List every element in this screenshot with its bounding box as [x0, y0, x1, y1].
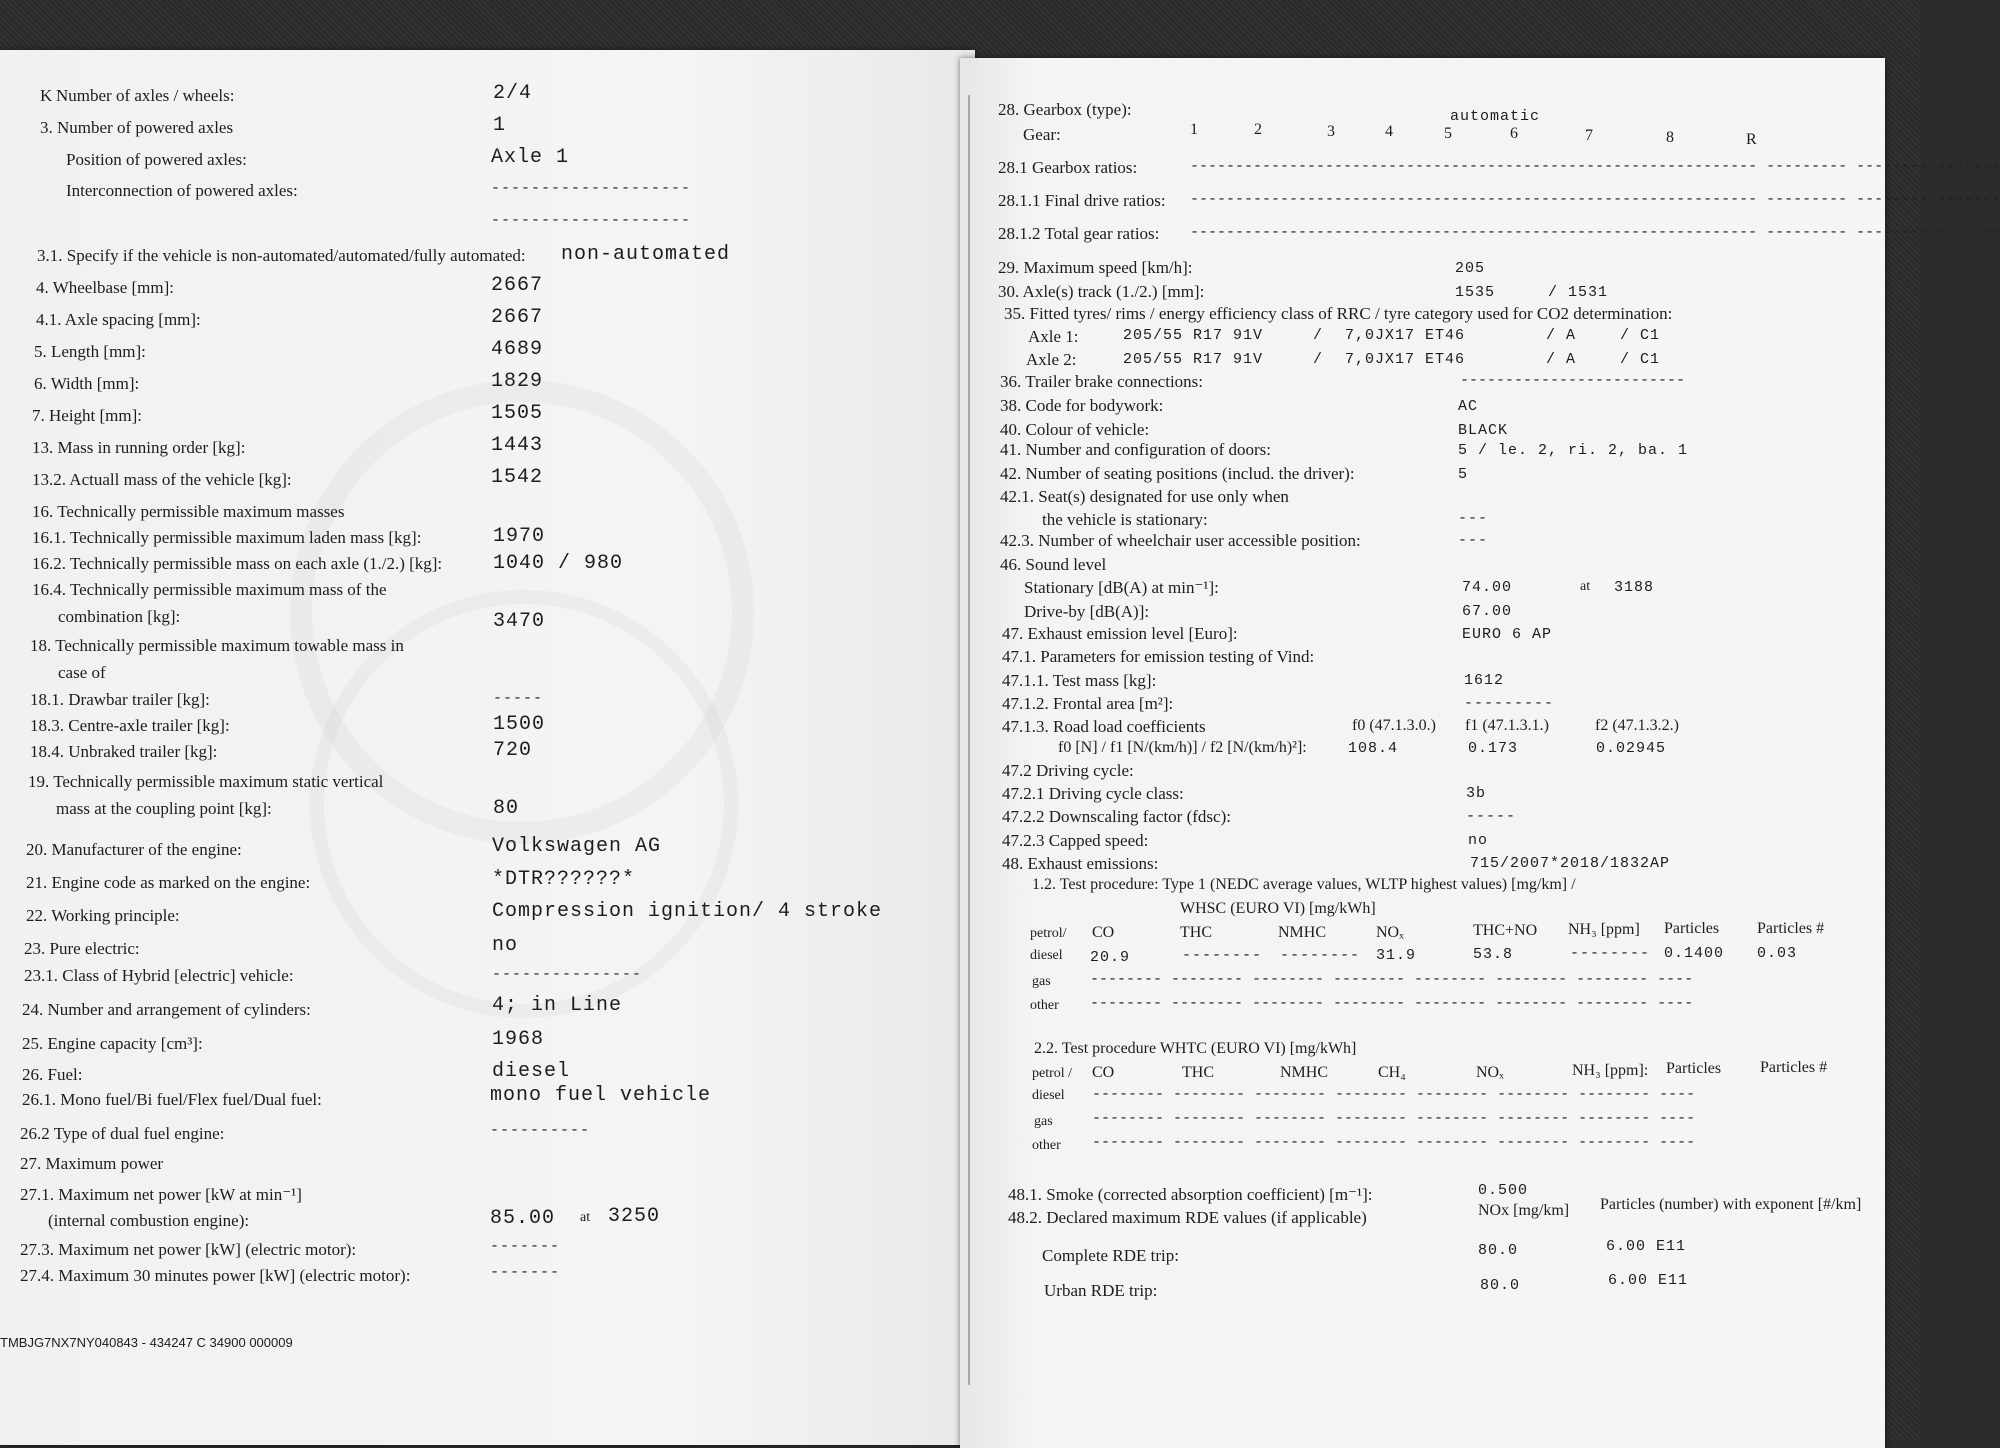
width-label: 6. Width [mm]: [34, 374, 140, 393]
axle-mass-label: 16.2. Technically permissible mass on each axle (1./2.) [kg]: [32, 554, 443, 573]
t2-row-petrol: petrol / [1032, 1066, 1073, 1081]
powered-axles-value: 1 [493, 114, 507, 137]
mono-fuel-label: 26.1. Mono fuel/Bi fuel/Flex fuel/Dual fuel: [22, 1090, 322, 1109]
drawbar-label: 18.1. Drawbar trailer [kg]: [30, 690, 210, 709]
laden-mass-value: 1970 [493, 525, 546, 548]
combination-label-1: 16.4. Technically permissible maximum mass of the [32, 580, 387, 599]
t1-header-nmhc: NMHC [1278, 924, 1327, 941]
wheelchair-label: 42.3. Number of wheelchair user accessible position: [1000, 531, 1361, 550]
gear-label: Gear: [1023, 125, 1061, 144]
cycle-class-value: 3b [1466, 785, 1487, 802]
left-page [0, 50, 975, 1445]
axle-spacing-label: 4.1. Axle spacing [mm]: [36, 310, 201, 329]
stationary-sound-rpm: 3188 [1614, 579, 1655, 596]
bodywork-label: 38. Code for bodywork: [1000, 396, 1164, 415]
seats-label: 42. Number of seating positions (includ. the driver): [1000, 464, 1355, 483]
t1-diesel-nox: 31.9 [1376, 947, 1417, 964]
drawbar-value: ----- [493, 690, 544, 707]
capacity-value: 1968 [492, 1028, 545, 1051]
driveby-label: Drive-by [dB(A)]: [1024, 602, 1150, 621]
hybrid-value: --------------- [492, 966, 643, 983]
t2-row-gas: gas [1034, 1114, 1053, 1129]
test1-label: 1.2. Test procedure: Type 1 (NEDC average values, WLTP highest values) [mg/km] / [1032, 876, 1576, 893]
t1-diesel-thcnox: 53.8 [1473, 946, 1514, 963]
right-page [960, 58, 2000, 1448]
t2-header-ch4: CH₄ [1378, 1064, 1406, 1081]
f2-header: f2 (47.1.3.2.) [1595, 717, 1679, 734]
wheelbase-value: 2667 [491, 274, 544, 297]
position-label: Position of powered axles: [66, 150, 247, 169]
t1-header-thc: THC [1180, 924, 1212, 941]
gear-4: 4 [1385, 123, 1393, 140]
static-vertical-label-2: mass at the coupling point [kg]: [56, 799, 272, 818]
hybrid-label: 23.1. Class of Hybrid [electric] vehicle: [24, 966, 294, 985]
fuel-value: diesel [492, 1060, 571, 1083]
t2-header-particles: Particles [1666, 1060, 1722, 1077]
towable-label-2: case of [58, 663, 106, 682]
height-label: 7. Height [mm]: [32, 406, 143, 425]
axle1-class: / A [1546, 327, 1577, 344]
smoke-value: 0.500 [1478, 1182, 1529, 1199]
axle1-rim: 7,0JX17 ET46 [1345, 327, 1466, 344]
f0-header: f0 (47.1.3.0.) [1352, 717, 1436, 734]
vin-footer: TMBJG7NX7NY040843 - 434247 C 34900 000009 [0, 1335, 293, 1350]
tpm-masses-label: 16. Technically permissible maximum masses [32, 502, 345, 521]
axle2-category: / C1 [1620, 351, 1661, 368]
mono-fuel-value: mono fuel vehicle [490, 1084, 712, 1107]
axle1-tyre: 205/55 R17 91V [1123, 327, 1264, 344]
colour-value: BLACK [1458, 422, 1509, 439]
thirty-min-value: ------- [490, 1264, 561, 1281]
gear-7: 7 [1585, 127, 1593, 144]
t1-diesel-nh3: -------- [1570, 945, 1651, 962]
engine-manufacturer-label: 20. Manufacturer of the engine: [26, 840, 242, 859]
centre-axle-value: 1500 [493, 713, 546, 736]
gear-6: 6 [1510, 125, 1518, 142]
gear-r: R [1746, 131, 1757, 148]
doors-label: 41. Number and configuration of doors: [1000, 440, 1271, 459]
axle2-rim: 7,0JX17 ET46 [1345, 351, 1466, 368]
dual-fuel-value: ---------- [490, 1122, 591, 1139]
t1-header-co: CO [1092, 924, 1115, 941]
axles-mark: K [40, 86, 53, 105]
complete-rde-nox: 80.0 [1478, 1242, 1519, 1259]
engine-manufacturer-value: Volkswagen AG [492, 835, 662, 858]
max-speed-label: 29. Maximum speed [km/h]: [998, 258, 1193, 277]
exhaust-label: 48. Exhaust emissions: [1002, 854, 1159, 873]
t1-header-nh3: NH₃ [ppm] [1568, 921, 1640, 938]
centre-axle-label: 18.3. Centre-axle trailer [kg]: [30, 716, 230, 735]
stationary-seats-label-1: 42.1. Seat(s) designated for use only when [1000, 487, 1289, 506]
total-gear-label: 28.1.2 Total gear ratios: [998, 224, 1160, 243]
t2-gas-dashes: -------- -------- -------- -------- -------- -------- -------- ---- [1092, 1110, 1696, 1127]
axle1-sep: / [1313, 327, 1324, 344]
max-speed-value: 205 [1455, 260, 1486, 277]
stationary-seats-label-2: the vehicle is stationary: [1042, 510, 1208, 529]
actual-mass-value: 1542 [491, 466, 544, 489]
axle2-class: / A [1546, 351, 1577, 368]
net-power-at: at [580, 1210, 591, 1225]
engine-code-value: *DTR??????* [492, 868, 636, 891]
automation-label: 3.1. Specify if the vehicle is non-automated/automated/fully automated: [37, 246, 526, 265]
axle1-label: Axle 1: [1028, 327, 1079, 346]
t2-header-nh3: NH₃ [ppm]: [1572, 1062, 1649, 1079]
urban-rde-nox: 80.0 [1480, 1277, 1521, 1294]
final-drive-label: 28.1.1 Final drive ratios: [998, 191, 1166, 210]
t1-diesel-thc: -------- [1182, 947, 1263, 964]
stationary-sound-label: Stationary [dB(A) at min⁻¹]: [1024, 578, 1219, 597]
width-value: 1829 [491, 370, 544, 393]
test2-label: 2.2. Test procedure WHTC (EURO VI) [mg/kWh] [1034, 1040, 1357, 1057]
axle2-sep: / [1313, 351, 1324, 368]
fuel-label: 26. Fuel: [22, 1065, 83, 1084]
t1-row-other: other [1030, 998, 1059, 1013]
interconnection-label: Interconnection of powered axles: [66, 181, 298, 200]
t1-header-particles: Particles [1664, 920, 1720, 937]
unbraked-label: 18.4. Unbraked trailer [kg]: [30, 742, 218, 761]
rde-nox-header: NOx [mg/km] [1478, 1202, 1570, 1219]
t1-header-particles-num: Particles # [1757, 920, 1825, 937]
cylinders-value: 4; in Line [492, 994, 623, 1017]
trailer-brake-label: 36. Trailer brake connections: [1000, 372, 1204, 391]
track-value: 1535 [1455, 284, 1496, 301]
complete-rde-label: Complete RDE trip: [1042, 1246, 1179, 1265]
gearbox-ratios-label: 28.1 Gearbox ratios: [998, 158, 1138, 177]
t1-row-diesel: diesel [1030, 948, 1063, 963]
cycle-class-label: 47.2.1 Driving cycle class: [1002, 784, 1184, 803]
t2-header-thc: THC [1182, 1064, 1214, 1081]
bodywork-value: AC [1458, 398, 1479, 415]
unbraked-value: 720 [493, 739, 533, 762]
axles-value: 2/4 [493, 82, 533, 105]
axles-label: Number of axles / wheels: [56, 86, 235, 105]
emission-level-label: 47. Exhaust emission level [Euro]: [1002, 624, 1238, 643]
t1-gas-dashes: -------- -------- -------- -------- -------- -------- -------- ---- [1090, 971, 1694, 988]
f0-value: 108.4 [1348, 740, 1399, 757]
mass-running-label: 13. Mass in running order [kg]: [32, 438, 246, 457]
pure-electric-value: no [492, 934, 519, 957]
capacity-label: 25. Engine capacity [cm³]: [22, 1034, 203, 1053]
automation-value: non-automated [561, 243, 731, 266]
electric-power-label: 27.3. Maximum net power [kW] (electric motor): [20, 1240, 357, 1259]
t1-other-dashes: -------- -------- -------- -------- -------- -------- -------- ---- [1090, 995, 1694, 1012]
pure-electric-label: 23. Pure electric: [24, 939, 140, 958]
net-power-label-1: 27.1. Maximum net power [kW at min⁻¹] [20, 1185, 302, 1204]
gear-3: 3 [1327, 123, 1335, 140]
urban-rde-particles: 6.00 E11 [1608, 1272, 1689, 1289]
laden-mass-label: 16.1. Technically permissible maximum laden mass [kg]: [32, 528, 422, 547]
capped-value: no [1468, 832, 1489, 849]
net-power-value: 85.00 [490, 1207, 556, 1230]
combination-label-2: combination [kg]: [58, 607, 181, 626]
driveby-value: 67.00 [1462, 603, 1513, 620]
net-power-rpm: 3250 [608, 1205, 661, 1228]
axle2-label: Axle 2: [1026, 350, 1077, 369]
net-power-label-2: (internal combustion engine): [48, 1211, 250, 1230]
static-vertical-label-1: 19. Technically permissible maximum static vertical [28, 772, 384, 791]
t2-header-particles-num: Particles # [1760, 1059, 1828, 1076]
combination-value: 3470 [493, 610, 546, 633]
capped-label: 47.2.3 Capped speed: [1002, 831, 1149, 850]
thirty-min-label: 27.4. Maximum 30 minutes power [kW] (electric motor): [20, 1266, 411, 1285]
axle1-category: / C1 [1620, 327, 1661, 344]
t2-header-nox: NOₓ [1476, 1064, 1504, 1081]
towable-label-1: 18. Technically permissible maximum towable mass in [30, 636, 404, 655]
doors-value: 5 / le. 2, ri. 2, ba. 1 [1458, 442, 1689, 459]
gearbox-ratios-dashes: --------------------------------------------------------------- --------- -------- ------- [1190, 158, 2000, 175]
test-mass-value: 1612 [1464, 672, 1505, 689]
emission-level-value: EURO 6 AP [1462, 626, 1553, 643]
t1-diesel-particles: 0.1400 [1664, 945, 1725, 962]
t1-header-nox: NOₓ [1376, 924, 1404, 941]
track-label: 30. Axle(s) track (1./2.) [mm]: [998, 282, 1205, 301]
t2-row-diesel: diesel [1032, 1088, 1065, 1103]
t2-row-other: other [1032, 1138, 1061, 1153]
stationary-seats-value: --- [1458, 510, 1489, 527]
working-principle-value: Compression ignition/ 4 stroke [492, 900, 883, 923]
t1-diesel-co: 20.9 [1090, 949, 1131, 966]
cylinders-label: 24. Number and arrangement of cylinders: [22, 1000, 311, 1019]
interconnection-value-1: -------------------- [491, 180, 692, 197]
frontal-area-label: 47.1.2. Frontal area [m²]: [1002, 694, 1174, 713]
test-mass-label: 47.1.1. Test mass [kg]: [1002, 671, 1157, 690]
stationary-sound-at: at [1580, 579, 1591, 594]
road-load-label: 47.1.3. Road load coefficients [1002, 717, 1206, 736]
stationary-sound-value: 74.00 [1462, 579, 1513, 596]
t1-diesel-particles-num: 0.03 [1757, 945, 1798, 962]
downscaling-value: ----- [1466, 808, 1517, 825]
t2-diesel-dashes: -------- -------- -------- -------- -------- -------- -------- ---- [1092, 1086, 1696, 1103]
wheelbase-label: 4. Wheelbase [mm]: [36, 278, 175, 297]
mass-running-value: 1443 [491, 434, 544, 457]
t2-header-nmhc: NMHC [1280, 1064, 1329, 1081]
t1-diesel-nmhc: -------- [1280, 947, 1361, 964]
gear-8: 8 [1666, 129, 1674, 146]
total-gear-dashes: --------------------------------------------------------------- --------- -------- ------- [1190, 224, 2000, 241]
downscaling-label: 47.2.2 Downscaling factor (fdsc): [1002, 807, 1231, 826]
tyres-label: 35. Fitted tyres/ rims / energy efficiency class of RRC / tyre category used for CO2 determination: [1004, 304, 1673, 323]
electric-power-value: ------- [490, 1238, 561, 1255]
urban-rde-label: Urban RDE trip: [1044, 1281, 1158, 1300]
static-vertical-value: 80 [493, 797, 520, 820]
complete-rde-particles: 6.00 E11 [1606, 1238, 1687, 1255]
dual-fuel-label: 26.2 Type of dual fuel engine: [20, 1124, 225, 1143]
length-label: 5. Length [mm]: [34, 342, 146, 361]
exhaust-value: 715/2007*2018/1832AP [1470, 855, 1671, 872]
rde-particles-header: Particles (number) with exponent [#/km] [1600, 1196, 1862, 1213]
gear-2: 2 [1254, 121, 1262, 138]
gear-1: 1 [1190, 121, 1198, 138]
final-drive-dashes: --------------------------------------------------------------- --------- -------- ------- [1190, 191, 2000, 208]
t1-row-petrol: petrol/ [1030, 926, 1067, 941]
smoke-label: 48.1. Smoke (corrected absorption coefficient) [m⁻¹]: [1008, 1185, 1373, 1204]
road-load-units: f0 [N] / f1 [N/(km/h)] / f2 [N/(km/h)²]: [1058, 739, 1307, 756]
axle2-tyre: 205/55 R17 91V [1123, 351, 1264, 368]
t2-other-dashes: -------- -------- -------- -------- -------- -------- -------- ---- [1092, 1134, 1696, 1151]
driving-cycle-label: 47.2 Driving cycle: [1002, 761, 1134, 780]
sound-label: 46. Sound level [1000, 555, 1107, 574]
f1-header: f1 (47.1.3.1.) [1465, 717, 1549, 734]
f1-value: 0.173 [1468, 740, 1519, 757]
t1-row-gas: gas [1032, 974, 1051, 989]
t2-header-co: CO [1092, 1064, 1115, 1081]
gearbox-label: 28. Gearbox (type): [998, 100, 1132, 119]
engine-code-label: 21. Engine code as marked on the engine: [26, 873, 311, 892]
params-label: 47.1. Parameters for emission testing of Vind: [1002, 647, 1315, 666]
seats-value: 5 [1458, 466, 1469, 483]
gear-5: 5 [1444, 125, 1452, 142]
page-fold [968, 95, 970, 1385]
interconnection-value-2: -------------------- [491, 212, 692, 229]
height-value: 1505 [491, 402, 544, 425]
actual-mass-label: 13.2. Actuall mass of the vehicle [kg]: [32, 470, 292, 489]
position-value: Axle 1 [491, 146, 570, 169]
wheelchair-value: --- [1458, 532, 1489, 549]
track-value-2: / 1531 [1548, 284, 1609, 301]
test1-label-2: WHSC (EURO VI) [mg/kWh] [1180, 900, 1376, 917]
working-principle-label: 22. Working principle: [26, 906, 180, 925]
length-value: 4689 [491, 338, 544, 361]
colour-label: 40. Colour of vehicle: [1000, 420, 1150, 439]
powered-axles-label: 3. Number of powered axles [40, 118, 234, 137]
f2-value: 0.02945 [1596, 740, 1667, 757]
gearbox-value: automatic [1450, 108, 1541, 125]
frontal-area-value: --------- [1464, 695, 1555, 712]
trailer-brake-value: ------------------------- [1460, 372, 1686, 389]
axle-mass-value: 1040 / 980 [493, 552, 624, 575]
max-power-label: 27. Maximum power [20, 1154, 164, 1173]
rde-label: 48.2. Declared maximum RDE values (if applicable) [1008, 1208, 1367, 1227]
t1-header-thcnox: THC+NO [1473, 922, 1538, 939]
axle-spacing-value: 2667 [491, 306, 544, 329]
